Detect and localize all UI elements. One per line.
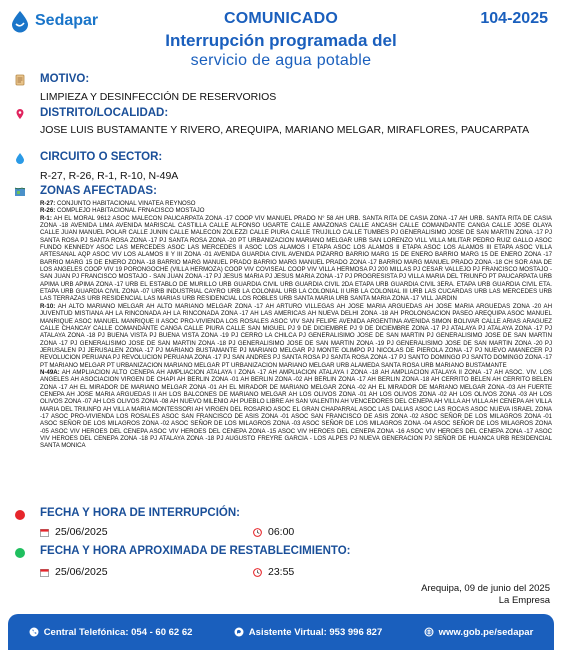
footer-bar bbox=[8, 614, 554, 650]
interrupcion-time-row bbox=[253, 526, 294, 538]
restablecimiento-time-row bbox=[253, 566, 294, 578]
zona-code: R-26: bbox=[40, 207, 56, 215]
interrupcion-date: 25/06/2025 bbox=[55, 526, 108, 538]
footer-phone-text: Central Telefónica: 054 - 60 62 62 bbox=[43, 626, 193, 638]
circuito-value: R-27, R-26, R-1, R-10, N-49A bbox=[40, 170, 179, 182]
restablecimiento-date-row bbox=[40, 566, 108, 578]
zona-code: N-49A: bbox=[40, 368, 60, 376]
zona-entry bbox=[40, 207, 552, 214]
distrito-label: DISTRITO/LOCALIDAD: bbox=[40, 107, 169, 119]
zona-entry bbox=[40, 200, 552, 207]
water-drop-icon bbox=[14, 152, 26, 164]
subtitle-line1: Interrupción programada del bbox=[165, 31, 397, 50]
footer-virtual-text: Asistente Virtual: 953 996 827 bbox=[248, 626, 383, 638]
signature-company: La Empresa bbox=[498, 595, 550, 606]
calendar-icon bbox=[40, 528, 49, 537]
map-pin-icon bbox=[14, 108, 26, 120]
circuito-section bbox=[14, 151, 554, 183]
map-icon bbox=[14, 186, 26, 198]
zonas-list bbox=[40, 200, 552, 450]
restablecimiento-time: 23:55 bbox=[268, 566, 295, 578]
circuito-label: CIRCUITO O SECTOR: bbox=[40, 151, 163, 163]
clock-icon bbox=[253, 528, 262, 537]
header bbox=[0, 0, 562, 74]
zona-entry bbox=[40, 215, 552, 303]
restablecimiento-date: 25/06/2025 bbox=[55, 566, 108, 578]
zona-text: AH ALTO MARIANO MELGAR AH ALTO MARIANO MELGAR ZONA -17 AH ARTURO VILLEGAS AH JOSE MARIA ARGUEDAS AH JOSE MARIA ARGUEDAS ZONA -20 AH JUVENTUD MISTIANA AH LA RINCONADA AH LA RINCONADA ZONA -17 AH LAS AMERICAS AH NUEVA DELHI ZONA -18 AH PROLONGACION PASEO AREQUIPA ASOC MANUEL MANRIQUE ASOC MANUEL MANRIQUE II ASOC PRO-VIVIENDA LOS ROSALES ASOC VIV SAN FELIPE AVENIDA ARGENTINA AVENIDA SIMON BOLIVAR CALLE ARIAS ARAGUEZ CALLE CHANCAY CALLE COMANDANTE CANGA CALLE PIURA CALLE SAN MIGUEL PJ 9 DE DICIEMBRE PJ 9 DE DICIEMBRE ZONA -17 PJ ATALAYA PJ ATALAYA ZONA -17 PJ ATALAYA ZONA -18 PJ BUENA VISTA PJ BUENA VISTA ZONA -19 PJ CERRO LA CHILCA PJ GENERALISIMO JOSE DE SAN MARTIN PJ GENERALISIMO JOSE DE SAN MARTIN ZONA -17 PJ GENERALISIMO JOSE DE SAN MARTIN ZONA -18 PJ GENERALISIMO JOSE DE SAN MARTIN ZONA -19 PJ GENERALISIMO JOSE DE SAN MARTIN ZONA -20 PJ JERUSALEN PJ JERUSALEN ZONA -17 PJ MARIANO BUSTAMANTE PJ MARIANO MELGAR PJ MONTE OLIMPO PJ NICOLAS DE PIEROLA ZONA -17 PJ NUEVO AMANECER PJ REVOLUCION PERUANA PJ REVOLUCION PERUANA ZONA -17 PJ SAN ANDRES PJ SANTA ROSA PJ SANTA ROSA ZONA -17 PJ SANTO DOMINGO PJ SANTO DOMINGO ZONA -17 PT MARIANO MELGAR PT URBANIZACION MARIANO MELGAR PT URBANIZACION MARIANO MELGAR URB ALAMEDA SANTA ROSA URB MARIANO BUSTAMANTE bbox=[40, 302, 552, 369]
zona-entry bbox=[40, 369, 552, 450]
motivo-section bbox=[14, 73, 554, 103]
motivo-label: MOTIVO: bbox=[40, 73, 90, 85]
distrito-value: JOSE LUIS BUSTAMANTE Y RIVERO, AREQUIPA, MARIANO MELGAR, MIRAFLORES, PAUCARPATA bbox=[40, 124, 530, 136]
clock-icon bbox=[253, 568, 262, 577]
calendar-icon bbox=[40, 568, 49, 577]
subtitle-line2: servicio de agua potable bbox=[190, 52, 372, 69]
zona-entry bbox=[40, 303, 552, 369]
footer-web[interactable] bbox=[424, 627, 534, 638]
restablecimiento-label: FECHA Y HORA APROXIMADA DE RESTABLECIMIENTO: bbox=[40, 545, 351, 557]
footer-phone[interactable] bbox=[29, 627, 193, 638]
interrupcion-time: 06:00 bbox=[268, 526, 295, 538]
zona-text: CONJUNTO HABITACIONAL VINATEA REYNOSO bbox=[56, 200, 196, 207]
zonas-label: ZONAS AFECTADAS: bbox=[40, 185, 157, 197]
interrupcion-section bbox=[14, 507, 554, 523]
phone-icon bbox=[29, 627, 39, 637]
zona-code: R-1: bbox=[40, 214, 52, 222]
restablecimiento-section bbox=[14, 545, 554, 561]
chat-icon bbox=[234, 627, 244, 637]
interrupcion-date-row bbox=[40, 526, 108, 538]
logo-text: Sedapar bbox=[35, 12, 99, 29]
red-dot-icon bbox=[14, 509, 26, 521]
zona-text: AH AMPLIACION ALTO CENEPA AH AMPLIACION ATALAYA I ZONA -17 AH AMPLIACION ATALAYA I ZONA -18 AH AMPLIACION ATALAYA II ZONA -17 AH ASOC. VIV. LOS ANGELES AH ASOCIACION VIRGEN DE CHAPI AH BERLIN ZONA -01 AH BERLIN ZONA -02 AH BERLIN ZONA -17 AH BERLIN ZONA -18 AH CERRITO BELEN AH CERRITO BELEN ZONA -17 AH EL MIRADOR DE MARIANO MELGAR ZONA -01 AH EL MIRADOR DE MARIANO MELGAR ZONA -02 AH EL MIRADOR DE MARIANO MELGAR ZONA -03 AH FUERTE CENEPA AH JOSE MARIA ARGUEDAS II AH LOS BALCONES DE MARIANO MELGAR AH LOS OLIVOS ZONA -01 AH LOS OLIVOS ZONA -02 AH LOS OLIVOS ZONA -03 AH LOS OLIVOS ZONA -07 AH LOS OLIVOS ZONA -08 AH NUEVO MILENIO AH PUEBLO LIBRE AH SAN VALENTIN AH VENCEDORES DEL CENEPA AH VILLA AH VILLA AH CENEPA AH VILLA MARIA DEL TRIUNFO AH VILLA MARIA MONTESSORI AH VIRGEN DEL ROSARIO ASOC EL GRAN CHAPARRAL ASOC LAS DALIAS ASOC LAS ROCAS ASOC NUEVA ISRAEL ZONA -17 ASOC PRO-VIVIENDA LOS ROSALES ASOC SAN FRANCISCO DE ASIS ZONA -01 ASOC SAN FRANCISCO DE ASIS ZONA -02 ASOC SEÑOR DE LOS MILAGROS ZONA -01 ASOC SEÑOR DE LOS MILAGROS ZONA -02 ASOC SEÑOR DE LOS MILAGROS ZONA -03 ASOC SEÑOR DE LOS MILAGROS ZONA -04 ASOC SEÑOR DE LOS MILAGROS ZONA -05 ASOC VIV HEROES DEL CENEPA ASOC VIV HEROES DEL CENEPA ZONA -15 ASOC VIV HEROES DEL CENEPA ZONA -16 ASOC VIV HEROES DEL CENEPA ZONA -17 ASOC VIV HEROES DEL CENEPA ZONA -18 PJ ATALAYA ZONA -18 PJ AUGUSTO FREYRE GARCIA - LOS ALPES PJ NUEVA GENERACION PJ SEÑOR DE HUANCA URB RESIDENCIAL SANTA MONICA bbox=[40, 368, 552, 450]
green-dot-icon bbox=[14, 547, 26, 559]
distrito-section bbox=[14, 107, 554, 149]
zonas-section bbox=[14, 185, 554, 199]
zona-text: AH EL MORAL 9612 ASOC MALECON PAUCARPATA ZONA -17 COOP VIV MANUEL PRADO N° 58 AH URB. SANTA RITA DE CASIA ZONA -17 AH URB. SANTA RITA DE CASIA ZONA -18 AVENIDA LIMA AVENIDA MARISCAL CASTILLA CALLE ALFONSO UGARTE CALLE AMAZONAS CALLE ANCASH CALLE COMANDANTE CANGA CALLE JOSE OLAYA CALLE JUAN MANUEL POLAR CALLE JUNIN CALLE MALECON ZOLEZZI CALLE PIURA CALLE TRUJILLO CALLE TUMBES PJ GENERALISIMO JOSE DE SAN MARTIN ZONA -17 PJ SANTA ROSA PJ SANTA ROSA ZONA -17 PJ SANTA ROSA ZONA -20 PT URBANIZACION MARIANO MELGAR URB SAN LORENZO VILL VILLA MILITAR PEDRO RUIZ GALLO ASOC FUNDO KENNEDY ASOC LAS MERCEDES ASOC LAS MERCEDES II ASOC LOS ALAMOS I ETAPA ASOC LOS ALAMOS II ETAPA ASOC LOS ALAMOS III ETAPA ASOC VILLA ARTESANAL AQP ASOC VIV LOS ALAMOS II Y III ZONA -01 AVENIDA GUARDIA CIVIL AVENIDA PIZARRO BARRIO MARG 15 DE ENERO BARRIO MARG 15 DE ENERO ZONA -17 BARRIO MARG 15 DE ENERO ZONA -18 BARRIO MARG MANUEL PRADO BARRIO MARG MANUEL PRADO ZONA -17 BARRIO MARG MANUEL PRADO ZONA -18 CH SOR ANA DE LOS ANGELES COOP VIV 19 PORONGOCHE (VILLA HERMOZA) COOP VIV COVISEAL COOP VIV VILLA HERMOSA PJ 200 MILLAS PJ CESAR VALLEJO PJ FRANCISCO MOSTAJO - SAN JUAN PJ FRANCISCO MOSTAJO - SAN JUAN ZONA -17 PJ JESUS MARIA PJ JESUS MARIA ZONA -17 PJ PROGRESISTA PJ VILLA MARIA DEL TRIUNFO PT PAUCARPATA URB APIMA URB APIMA ZONA -17 URB EL ESTABLO DE MURILLO URB GUARDIA CIVIL URB GUARDIA CIVIL 2DA ETAPA URB GUARDIA CIVIL 3ERA. ETAPA URB GUARDIA CIVIL ETA. ETAPA URB GUARDIA CIVIL ZONA -07 URB INDUSTRIAL CAYRO URB LA COLONIAL URB LA COLONIAL II URB LA COLONIAL III URB LAS CUCARDAS URB LAS MERCEDES URB LAS TERRAZAS URB RESIDENCIAL LAS MARIAS URB RESIDENCIAL LOS ROBLES URB SANTA MARIA URB SANTA MARIA ZONA -17 VILL JARDIN bbox=[40, 214, 552, 303]
signature bbox=[421, 583, 550, 607]
globe-icon bbox=[424, 627, 434, 637]
footer-virtual[interactable] bbox=[234, 627, 382, 638]
interrupcion-label: FECHA Y HORA DE INTERRUPCIÓN: bbox=[40, 507, 240, 519]
zona-text: COMPLEJO HABITACIONAL FRNACISCO MOSTAJO bbox=[56, 207, 205, 215]
zona-code: R-10: bbox=[40, 302, 56, 310]
motivo-value: LIMPIEZA Y DESINFECCIÓN DE RESERVORIOS bbox=[40, 91, 277, 103]
signature-place-date: Arequipa, 09 de junio del 2025 bbox=[421, 583, 550, 594]
comunicado-code: 104-2025 bbox=[480, 10, 548, 27]
document-icon bbox=[14, 74, 26, 86]
page-title: COMUNICADO bbox=[224, 10, 338, 27]
footer-web-text: www.gob.pe/sedapar bbox=[438, 626, 534, 638]
zona-code: R-27: bbox=[40, 200, 56, 207]
